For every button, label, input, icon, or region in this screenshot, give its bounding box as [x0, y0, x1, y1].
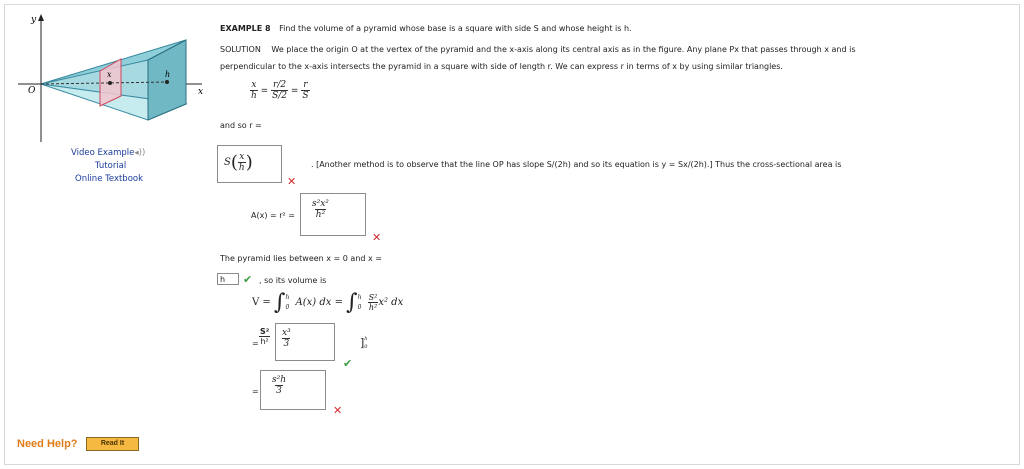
tutorial-link[interactable]: Tutorial — [95, 161, 127, 171]
s2-label: S² — [260, 327, 270, 336]
upper-limit-input[interactable] — [217, 273, 239, 285]
y-axis-arrow — [38, 14, 44, 21]
ans5-den: 3 — [276, 386, 282, 396]
eq-r: r — [303, 80, 308, 90]
solution-line-2: perpendicular to the x-axis intersects the pyramid in a square with side of length r. We can express r in terms of x by using similar triangles. — [220, 62, 783, 71]
and-so-r-label: and so r = — [220, 121, 262, 130]
answer-box-antiderivative[interactable] — [275, 323, 335, 361]
volume-integral — [252, 290, 403, 315]
vol-int2-den: h² — [368, 302, 378, 312]
eval-bracket: ] — [360, 336, 365, 350]
answer-volume-content — [271, 376, 287, 396]
eq-h: h — [251, 91, 257, 101]
ans5-num: s²h — [272, 375, 287, 385]
x-label: x — [198, 87, 204, 97]
height-label: h — [165, 70, 171, 79]
solution-text-1: We place the origin O at the vertex of the pyramid and the x-axis along its central axis as in the figure. Any plane Px that passes through x and is — [271, 45, 856, 54]
similar-triangles-eq: $\frac{x}{h}$ = $\frac{r/2}{S/2}$ = $\frac{r}{S}$ — [251, 80, 309, 101]
read-it-button[interactable]: Read It — [86, 437, 139, 451]
need-help-label: Need Help? — [17, 438, 78, 450]
integral-sign-2-icon: ∫ — [346, 290, 358, 315]
another-method-text: . [Another method is to observe that the line OP has slope S/(2h) and so its equation is y = Sx/(2h).] Thus the cross-sectional area is — [311, 160, 842, 169]
ans1-h: h — [238, 162, 245, 173]
h2-label: h² — [260, 337, 269, 346]
eval-upper: h — [364, 336, 368, 342]
example-title: EXAMPLE 8 — [220, 24, 271, 33]
answer-antiderivative-content — [281, 329, 292, 349]
video-example-text: Video Example — [71, 148, 135, 158]
equals-sign-2: = — [252, 387, 259, 396]
eq-S2: S/2 — [272, 91, 288, 101]
area-label: A(x) = r² = — [251, 211, 295, 220]
pyramid-figure — [10, 10, 210, 145]
eq-x: x — [251, 80, 257, 90]
equals-sign-1: = — [252, 339, 259, 348]
integral-sign-1-icon: ∫ — [273, 290, 286, 315]
answer-box-volume[interactable] — [260, 370, 326, 410]
lim-upper-2: h — [357, 293, 362, 301]
lim-lower-2: 0 — [357, 303, 362, 311]
eq-S: S — [302, 91, 309, 101]
slice-x-label: x — [107, 70, 112, 79]
vol-V: V = — [252, 297, 271, 308]
ans4-num: x³ — [282, 328, 291, 338]
video-example-link[interactable] — [71, 148, 145, 158]
ans4-den: 3 — [283, 339, 290, 349]
origin-label: O — [28, 86, 36, 96]
volume-is-text: , so its volume is — [259, 276, 327, 285]
lies-between-text: The pyramid lies between x = 0 and x = — [220, 254, 383, 263]
eq-r2: r/2 — [273, 80, 287, 90]
vol-int1: A(x) dx = — [295, 297, 343, 308]
example-statement: Find the volume of a pyramid whose base is a square with side S and whose height is h. — [279, 24, 632, 33]
point-x — [108, 81, 112, 85]
ans1-x: x — [239, 151, 245, 162]
answer-area-content — [311, 200, 330, 220]
wrong-icon-3: ✕ — [333, 404, 343, 417]
wrong-icon-2: ✕ — [372, 231, 382, 244]
answer-box-area[interactable] — [300, 193, 366, 236]
solution-line-1 — [220, 45, 856, 54]
vol-int2-num: S² — [368, 292, 378, 302]
answer-box-r[interactable] — [217, 145, 282, 183]
point-h — [165, 80, 169, 84]
ans1-S: S — [224, 157, 231, 168]
online-textbook-link[interactable]: Online Textbook — [75, 174, 144, 184]
solution-label: SOLUTION — [220, 45, 261, 54]
lim-upper-1: h — [285, 293, 290, 301]
correct-icon-1: ✔ — [243, 273, 253, 286]
correct-icon-2: ✔ — [343, 357, 353, 370]
ans2-den: h² — [315, 210, 326, 220]
lim-lower-1: 0 — [285, 303, 290, 311]
vol-int2-tail: x² dx — [378, 297, 404, 308]
eval-lower: 0 — [364, 343, 368, 350]
example-header — [220, 24, 632, 33]
wrong-icon-1: ✕ — [287, 175, 297, 188]
speaker-icon: ◂)) — [134, 148, 146, 158]
y-label: y — [31, 15, 37, 25]
ans2-num: s²x² — [312, 199, 329, 209]
answer-r-content: S( $\frac{x}{h}$ ) — [224, 151, 253, 173]
evaluation-bar — [360, 336, 368, 351]
s2-over-h2 — [259, 328, 270, 346]
